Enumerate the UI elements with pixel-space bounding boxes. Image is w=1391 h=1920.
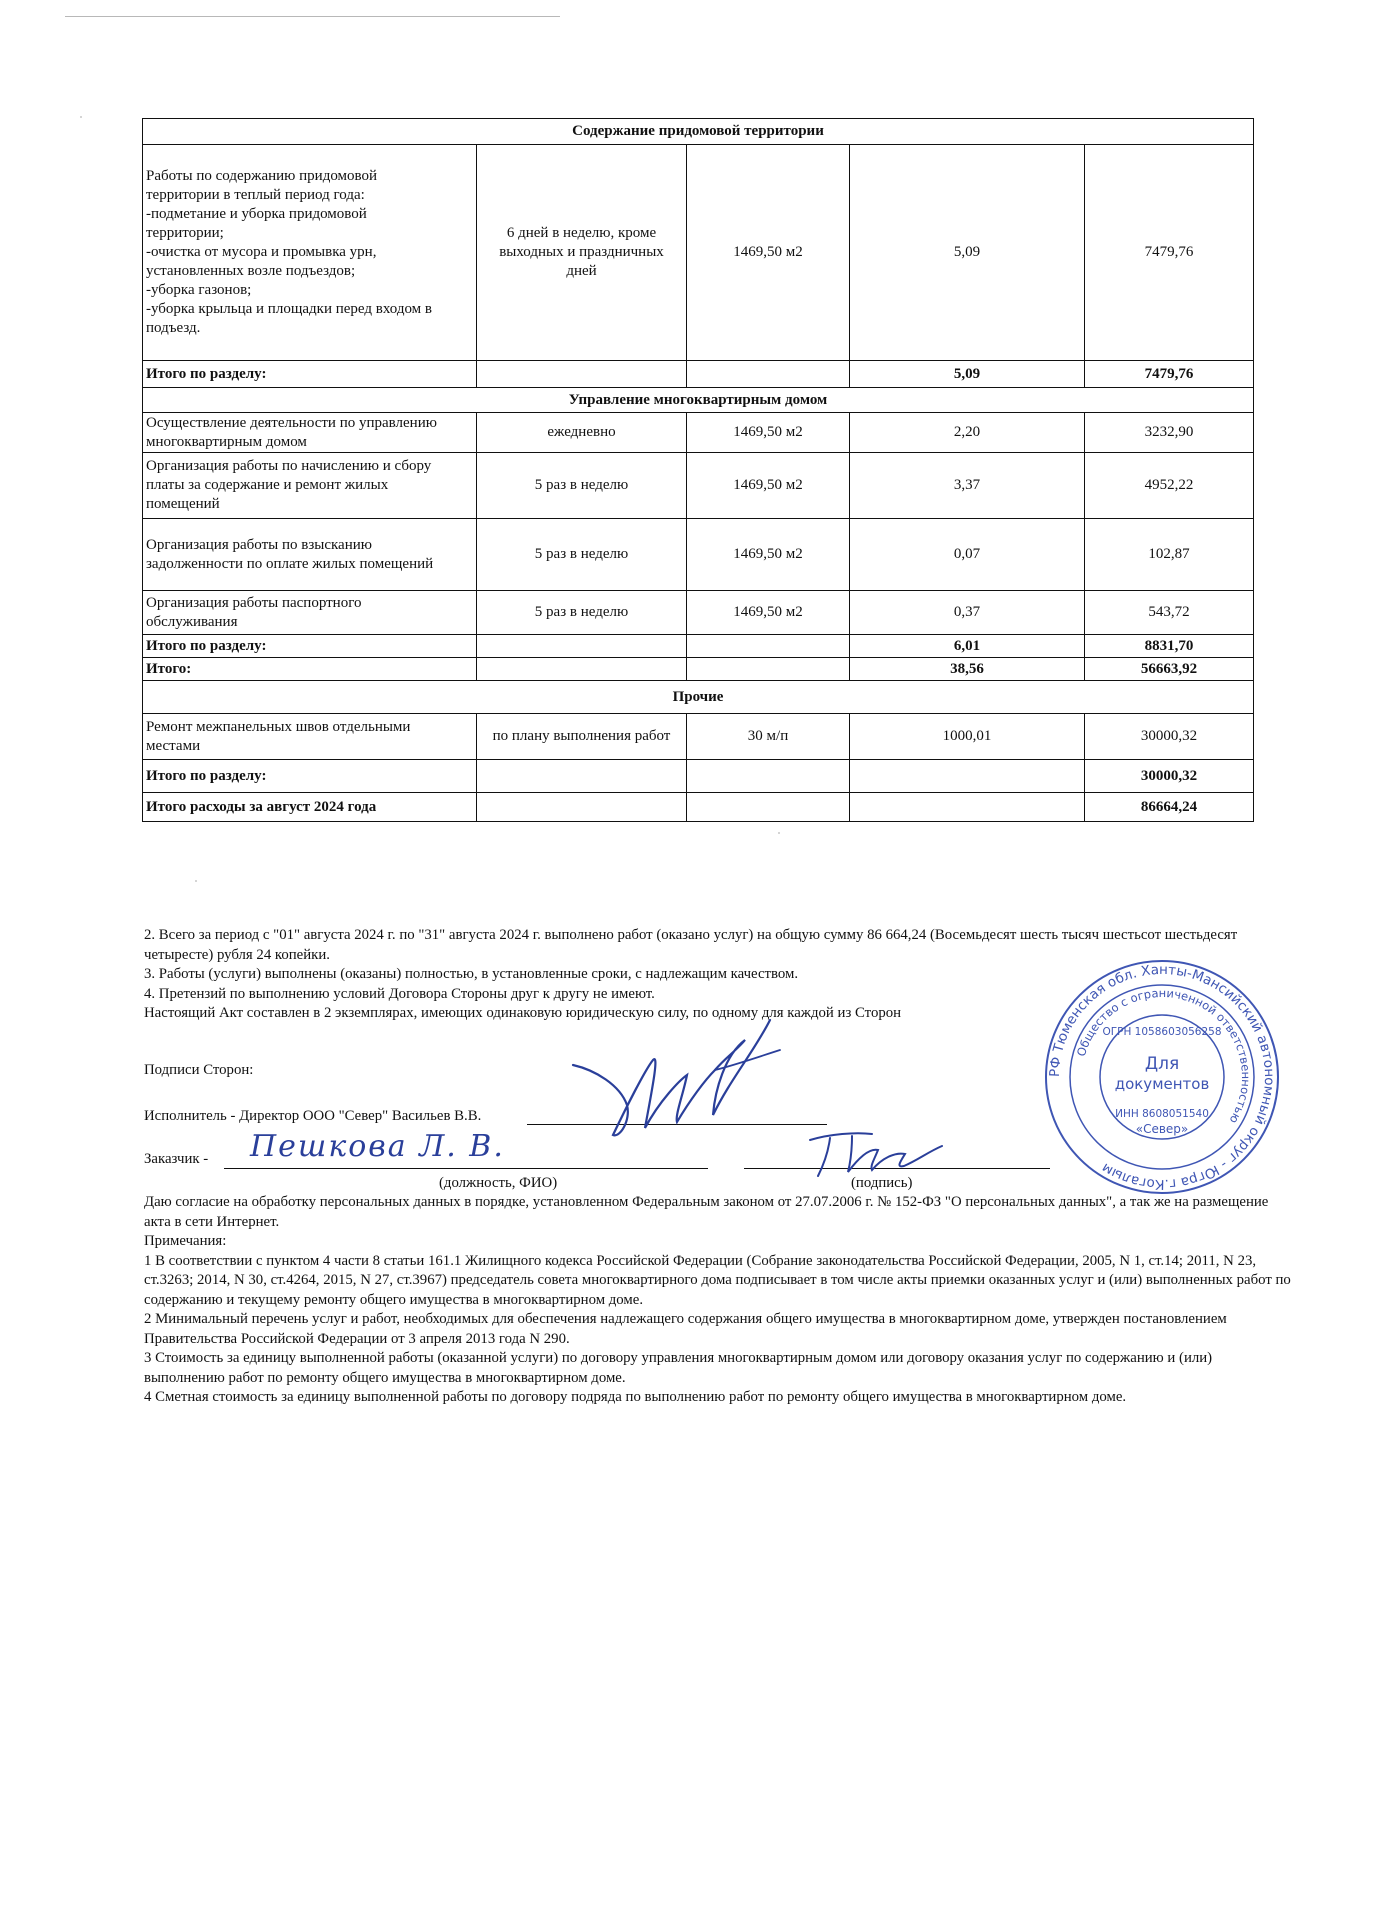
service-name-line: платы за содержание и ремонт жилых bbox=[146, 477, 389, 493]
grand-total-cost: 86664,24 bbox=[1085, 793, 1254, 822]
service-cost: 3232,90 bbox=[1085, 413, 1254, 453]
service-name-line: помещений bbox=[146, 496, 220, 512]
notes-heading: Примечания: bbox=[144, 1233, 227, 1249]
stamp-inner-ring: Общество с ограниченной ответственностью bbox=[1073, 985, 1254, 1127]
empty-cell bbox=[687, 658, 850, 681]
table-row bbox=[143, 145, 1254, 361]
service-name-line: Организация работы паспортного bbox=[146, 594, 362, 611]
service-name-line: Ремонт межпанельных швов отдельными bbox=[146, 718, 411, 735]
stamp-inn: ИНН 8608051540 bbox=[1115, 1108, 1209, 1120]
service-frequency: 5 раз в неделю bbox=[477, 519, 687, 591]
stamp-center-line-1: Для bbox=[1144, 1054, 1180, 1074]
empty-cell bbox=[687, 635, 850, 658]
empty-cell bbox=[687, 793, 850, 822]
company-seal bbox=[1042, 957, 1282, 1197]
service-name-line: Осуществление деятельности по управлению bbox=[146, 414, 437, 431]
service-name bbox=[143, 591, 477, 635]
service-name-line: местами bbox=[146, 737, 201, 754]
scan-speck bbox=[778, 832, 780, 834]
service-rate: 2,20 bbox=[850, 413, 1085, 453]
service-name bbox=[143, 453, 477, 519]
stamp-center-line-2: документов bbox=[1114, 1075, 1210, 1093]
service-cost: 4952,22 bbox=[1085, 453, 1254, 519]
stamp-company-name: «Север» bbox=[1135, 1122, 1189, 1136]
service-name-line: -уборка газонов; bbox=[146, 282, 252, 298]
service-area: 1469,50 м2 bbox=[687, 519, 850, 591]
service-name-line: многоквартирным домом bbox=[146, 433, 307, 450]
service-frequency: 6 дней в неделю, кроме выходных и праздничных дней bbox=[477, 145, 687, 361]
grand-total-label: Итого расходы за август 2024 года bbox=[143, 793, 477, 822]
consent-notes-block bbox=[144, 1193, 1294, 1408]
service-name-line: -подметание и уборка придомовой bbox=[146, 206, 367, 222]
service-frequency: ежедневно bbox=[477, 413, 687, 453]
statement-no-claims: 4. Претензий по выполнению условий Договора Стороны друг к другу не имеют. bbox=[144, 985, 655, 1002]
caption-signature: (подпись) bbox=[851, 1175, 913, 1191]
note-item: 2 Минимальный перечень услуг и работ, необходимых для обеспечения надлежащего содержания общего имущества в многоквартирном доме, утвержден постановлением Правительства Российской Федерации от 3 апреля 2013 года N 290. bbox=[144, 1311, 1227, 1347]
executor-signature bbox=[565, 1010, 795, 1155]
subtotal-label: Итого по разделу: bbox=[143, 361, 477, 388]
total-rate: 38,56 bbox=[850, 658, 1085, 681]
services-table bbox=[142, 118, 1254, 822]
section-title: Управление многоквартирным домом bbox=[143, 388, 1254, 413]
service-name bbox=[143, 519, 477, 591]
service-rate: 5,09 bbox=[850, 145, 1085, 361]
service-cost: 543,72 bbox=[1085, 591, 1254, 635]
scan-edge-line bbox=[65, 16, 560, 17]
service-cost: 30000,32 bbox=[1085, 714, 1254, 760]
statement-quality: 3. Работы (услуги) выполнены (оказаны) полностью, в установленные сроки, с надлежащим качеством. bbox=[144, 966, 799, 982]
service-rate: 0,07 bbox=[850, 519, 1085, 591]
section-title: Прочие bbox=[143, 681, 1254, 714]
empty-cell bbox=[477, 635, 687, 658]
service-frequency: 5 раз в неделю bbox=[477, 591, 687, 635]
section-header-row bbox=[143, 119, 1254, 145]
service-name-line: задолженности по оплате жилых помещений bbox=[146, 555, 434, 572]
service-name-line: установленных возле подъездов; bbox=[146, 263, 356, 279]
subtotal-rate: 5,09 bbox=[850, 361, 1085, 388]
empty-cell bbox=[687, 760, 850, 793]
service-name-line: Организация работы по начислению и сбору bbox=[146, 458, 432, 474]
service-frequency: по плану выполнения работ bbox=[477, 714, 687, 760]
subtotal-label: Итого по разделу: bbox=[143, 635, 477, 658]
service-rate: 3,37 bbox=[850, 453, 1085, 519]
table-row bbox=[143, 591, 1254, 635]
statement-copies: Настоящий Акт составлен в 2 экземплярах, имеющих одинаковую юридическую силу, по одному для каждой из Сторон bbox=[144, 1005, 902, 1021]
service-name-line: подъезд. bbox=[146, 320, 201, 336]
service-name-line: территории; bbox=[146, 225, 224, 241]
subtotal-row bbox=[143, 635, 1254, 658]
service-name-line: Работы по содержанию придомовой bbox=[146, 168, 378, 184]
note-item: 1 В соответствии с пунктом 4 части 8 статьи 161.1 Жилищного кодекса Российской Федерации (Собрание законодательства Российской Федерации, 2005, N 1, ст.14; 2011, N 23, ст.3263; 2014, N 30, ст.4264, 2015, N 27, ст.3967) председатель совета многоквартирного дома подписывает в том числе акты приемки оказанных услуг и (или) выполненных работ по содержанию и текущему ремонту общего имущества в многоквартирном доме. bbox=[144, 1252, 1291, 1308]
service-name-line: Организация работы по взысканию bbox=[146, 536, 372, 553]
section-header-row bbox=[143, 388, 1254, 413]
service-frequency: 5 раз в неделю bbox=[477, 453, 687, 519]
empty-cell bbox=[477, 361, 687, 388]
customer-signature bbox=[800, 1126, 950, 1181]
empty-cell bbox=[687, 361, 850, 388]
signatures-heading: Подписи Сторон: bbox=[144, 1062, 254, 1078]
service-name-line: -очистка от мусора и промывка урн, bbox=[146, 244, 377, 260]
executor-line: Исполнитель - Директор ООО "Север" Васильев В.В. bbox=[144, 1108, 482, 1124]
service-rate: 0,37 bbox=[850, 591, 1085, 635]
empty-cell bbox=[477, 760, 687, 793]
customer-name-line bbox=[224, 1168, 708, 1169]
subtotal-cost: 30000,32 bbox=[1085, 760, 1254, 793]
subtotal-row bbox=[143, 760, 1254, 793]
service-area: 30 м/п bbox=[687, 714, 850, 760]
service-area: 1469,50 м2 bbox=[687, 591, 850, 635]
note-item: 3 Стоимость за единицу выполненной работы (оказанной услуги) по договору управления многоквартирным домом или договору оказания услуг по содержанию и (или) выполнению работ по ремонту общего имущества в многоквартирном доме. bbox=[144, 1350, 1213, 1386]
subtotal-row bbox=[143, 361, 1254, 388]
table-row bbox=[143, 714, 1254, 760]
service-name-line: обслуживания bbox=[146, 613, 238, 630]
subtotal-cost: 8831,70 bbox=[1085, 635, 1254, 658]
subtotal-rate: 6,01 bbox=[850, 635, 1085, 658]
section-title: Содержание придомовой территории bbox=[143, 119, 1254, 145]
customer-handwritten-name: Пешкова Л. В. bbox=[250, 1129, 505, 1164]
service-name bbox=[143, 714, 477, 760]
stamp-ogrn: ОГРН 1058603056258 bbox=[1102, 1026, 1222, 1038]
stamp-ring-text: РФ Тюменская обл. Ханты-Мансийский автономный округ - Югра г.Когалым bbox=[1046, 961, 1278, 1193]
service-cost: 7479,76 bbox=[1085, 145, 1254, 361]
subtotal-label: Итого по разделу: bbox=[143, 760, 477, 793]
empty-cell bbox=[850, 793, 1085, 822]
service-area: 1469,50 м2 bbox=[687, 413, 850, 453]
total-row bbox=[143, 658, 1254, 681]
section-header-row bbox=[143, 681, 1254, 714]
total-cost: 56663,92 bbox=[1085, 658, 1254, 681]
empty-cell bbox=[477, 658, 687, 681]
subtotal-cost: 7479,76 bbox=[1085, 361, 1254, 388]
subtotal-rate bbox=[850, 760, 1085, 793]
statement-total: 2. Всего за период с "01" августа 2024 г. по "31" августа 2024 г. выполнено работ (оказано услуг) на общую сумму 86 664,24 (Восемьдесят шесть тысяч шестьсот шестьдесят четыресте) рубля 24 копейки. bbox=[144, 927, 1238, 963]
grand-total-row bbox=[143, 793, 1254, 822]
service-cost: 102,87 bbox=[1085, 519, 1254, 591]
consent-text: Даю согласие на обработку персональных данных в порядке, установленном Федеральным законом от 27.07.2006 г. № 152-ФЗ "О персональных данных", а так же на размещение акта в сети Интернет. bbox=[144, 1194, 1269, 1230]
table-row bbox=[143, 413, 1254, 453]
total-label: Итого: bbox=[143, 658, 477, 681]
empty-cell bbox=[477, 793, 687, 822]
service-area: 1469,50 м2 bbox=[687, 453, 850, 519]
customer-label: Заказчик - bbox=[144, 1151, 209, 1167]
service-name-line: территории в теплый период года: bbox=[146, 187, 365, 203]
table-row bbox=[143, 453, 1254, 519]
service-name-line: -уборка крыльца и площадки перед входом в bbox=[146, 301, 432, 317]
table-row bbox=[143, 519, 1254, 591]
service-rate: 1000,01 bbox=[850, 714, 1085, 760]
service-name bbox=[143, 145, 477, 361]
service-name bbox=[143, 413, 477, 453]
scan-speck bbox=[195, 880, 197, 882]
caption-position: (должность, ФИО) bbox=[439, 1175, 558, 1191]
note-item: 4 Сметная стоимость за единицу выполненной работы по договору подряда по выполнению работ по ремонту общего имущества в многоквартирном доме. bbox=[144, 1389, 1127, 1405]
scan-speck bbox=[80, 116, 82, 118]
service-area: 1469,50 м2 bbox=[687, 145, 850, 361]
